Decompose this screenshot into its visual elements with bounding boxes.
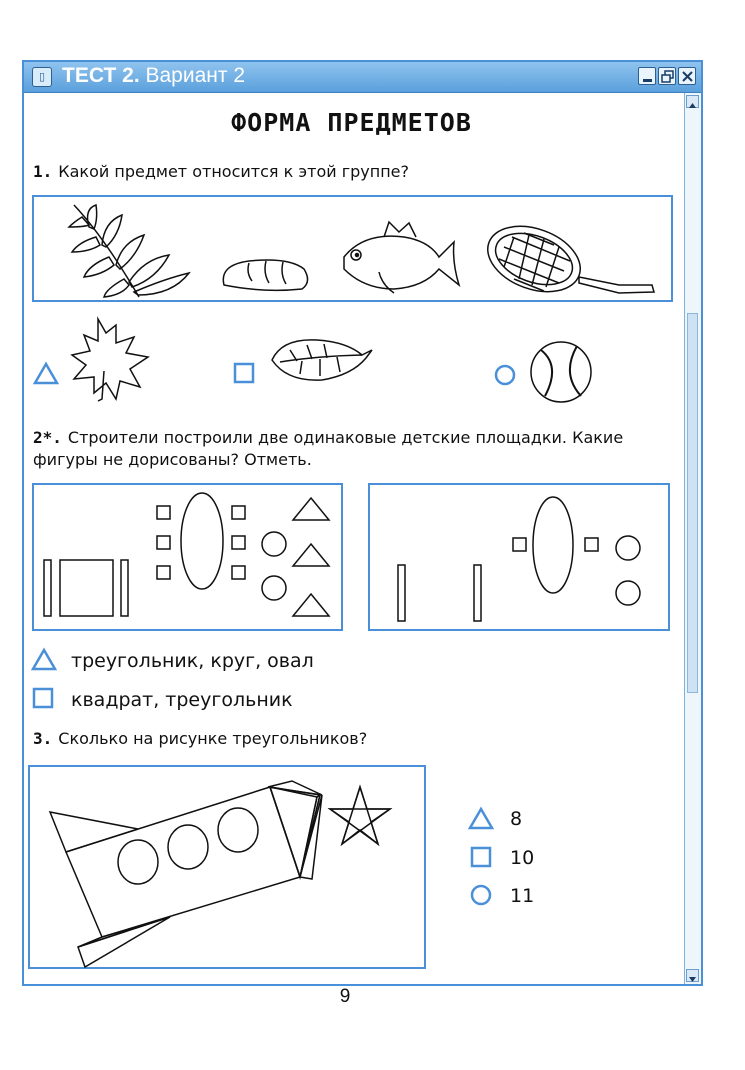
- option-circle-marker[interactable]: [469, 883, 493, 907]
- circle-shape: [616, 581, 640, 605]
- question-1-text: Какой предмет относится к этой группе?: [58, 162, 410, 181]
- option-square-marker[interactable]: [31, 686, 55, 710]
- small-square-shape: [232, 506, 245, 519]
- question-2-text-line2: фигуры не дорисованы? Отметь.: [33, 450, 312, 469]
- close-icon: [679, 68, 697, 86]
- triangle-shape: [293, 544, 329, 566]
- q1-group-box: [32, 195, 673, 302]
- question-1-number: 1.: [33, 162, 53, 181]
- playground-incomplete-svg: [370, 485, 672, 633]
- option-triangle-marker[interactable]: [33, 361, 59, 385]
- page-number: 9: [339, 986, 351, 1007]
- small-square-shape: [232, 566, 245, 579]
- restore-button[interactable]: [658, 67, 676, 85]
- rocket-box: [28, 765, 426, 969]
- leaf-icon: [262, 330, 377, 390]
- option-triangle-marker[interactable]: [31, 647, 57, 671]
- arrow-down-icon: [687, 974, 698, 985]
- question-3-text: Сколько на рисунке треугольников?: [58, 729, 368, 748]
- bar-shape: [398, 565, 405, 621]
- option-square-marker[interactable]: [469, 845, 493, 869]
- question-3-number: 3.: [33, 729, 53, 748]
- oval-shape: [181, 493, 223, 589]
- small-square-shape: [232, 536, 245, 549]
- square-shape: [60, 560, 113, 616]
- rocket-icon: [50, 781, 322, 967]
- small-square-shape: [157, 506, 170, 519]
- tennis-ball-icon: [527, 338, 597, 408]
- triangle-shape: [293, 594, 329, 616]
- scroll-down-button[interactable]: [686, 969, 699, 982]
- window-title: [62, 64, 245, 88]
- bar-shape: [121, 560, 128, 616]
- triangle-shape: [293, 498, 329, 520]
- page-title: ФОРМА ПРЕДМЕТОВ: [231, 108, 472, 137]
- small-square-shape: [157, 566, 170, 579]
- oval-shape: [533, 497, 573, 593]
- bread-loaf-icon: [223, 260, 307, 290]
- question-2: [33, 427, 673, 471]
- q3-option-1-label: 8: [510, 808, 523, 830]
- option-circle-marker[interactable]: [493, 363, 517, 387]
- scroll-thumb[interactable]: [687, 313, 698, 693]
- circle-shape: [262, 576, 286, 600]
- circle-shape: [262, 532, 286, 556]
- tennis-racket-icon: [479, 214, 654, 303]
- question-3: [33, 728, 367, 750]
- circle-shape: [616, 536, 640, 560]
- question-2-text-line1: Строители построили две одинаковые детские площадки. Какие: [67, 428, 624, 447]
- scroll-up-button[interactable]: [686, 95, 699, 108]
- option-triangle-marker[interactable]: [468, 806, 494, 830]
- small-square-shape: [157, 536, 170, 549]
- title-bold: ТЕСТ 2.: [62, 64, 140, 87]
- q3-option-3-label: 11: [510, 885, 535, 907]
- restore-icon: [659, 68, 677, 86]
- title-bar: [24, 62, 701, 93]
- vertical-scrollbar[interactable]: [684, 93, 701, 984]
- rocket-svg: [30, 767, 428, 971]
- q3-option-2-label: 10: [510, 847, 535, 869]
- close-button[interactable]: [678, 67, 696, 85]
- leaf-branch-icon: [69, 205, 189, 297]
- small-square-shape: [513, 538, 526, 551]
- playground-incomplete-box: [368, 483, 670, 631]
- title-variant: Вариант 2: [145, 64, 246, 87]
- q1-group-svg: [34, 197, 675, 304]
- minimize-icon: [639, 68, 657, 86]
- q2-option-2-label: квадрат, треугольник: [71, 689, 293, 711]
- question-2-number: 2*.: [33, 428, 62, 447]
- bar-shape: [44, 560, 51, 616]
- question-1: [33, 161, 409, 183]
- option-square-marker[interactable]: [232, 361, 256, 385]
- minimize-button[interactable]: [638, 67, 656, 85]
- bar-shape: [474, 565, 481, 621]
- book-icon[interactable]: ▯: [32, 67, 52, 87]
- q2-option-1-label: треугольник, круг, овал: [71, 650, 314, 672]
- playground-complete-svg: [34, 485, 345, 633]
- star-lines-icon: [330, 787, 390, 844]
- maple-leaf-icon: [68, 311, 158, 403]
- fish-icon: [344, 222, 459, 293]
- playground-complete-box: [32, 483, 343, 631]
- small-square-shape: [585, 538, 598, 551]
